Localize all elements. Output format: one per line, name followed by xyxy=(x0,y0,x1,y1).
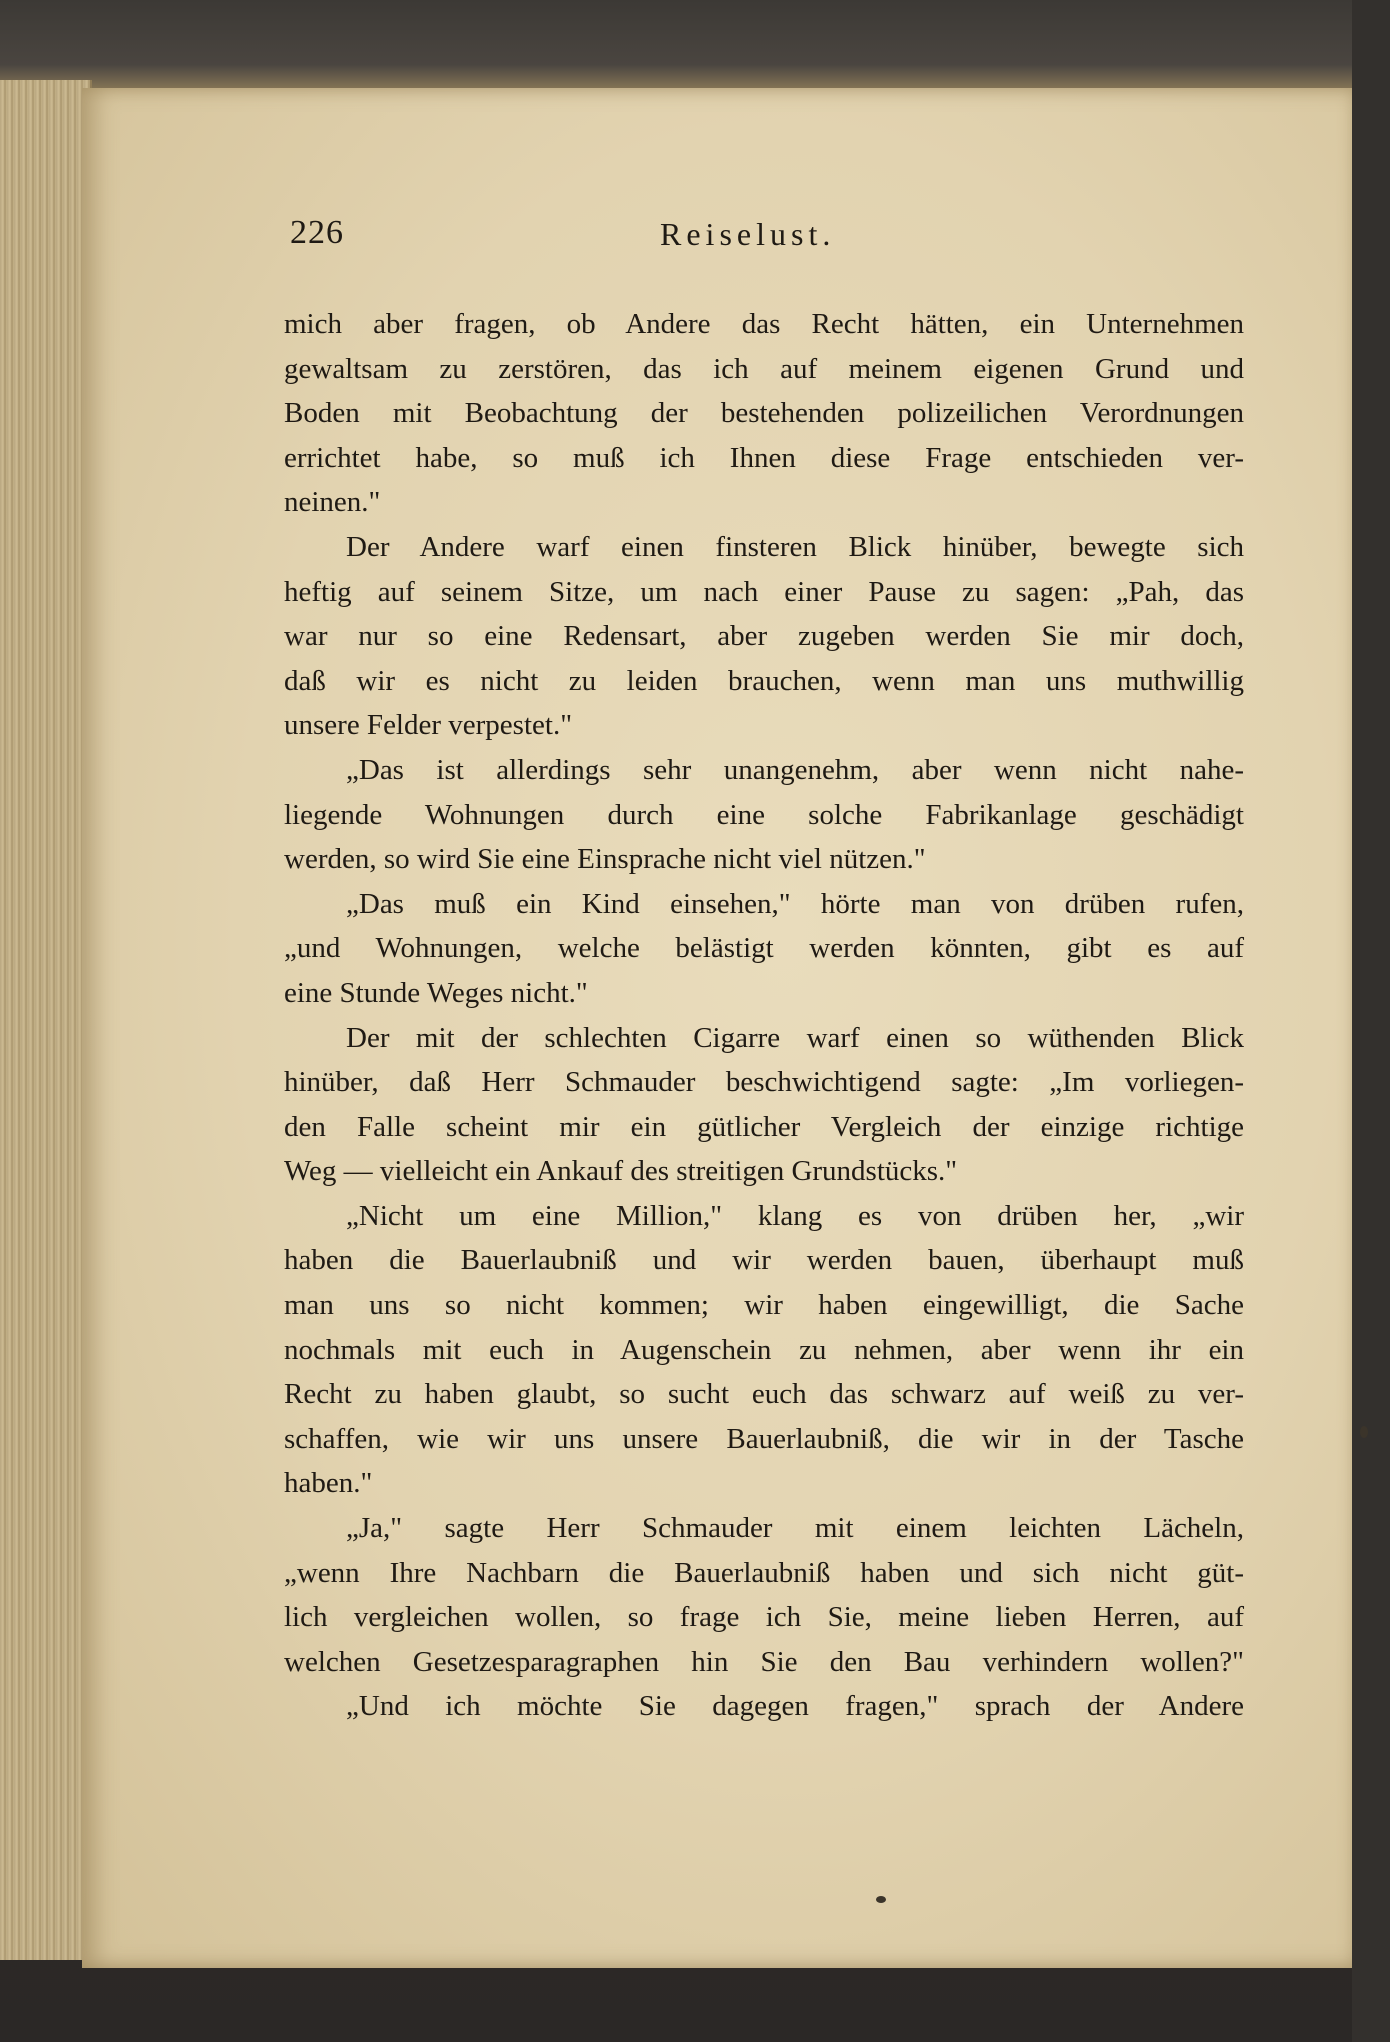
text-line: „Und ich möchte Sie dagegen fragen," sprach der Andere xyxy=(346,1690,1244,1723)
text-line: werden, so wird Sie eine Einsprache nicht viel nützen." xyxy=(284,843,926,876)
ink-speck xyxy=(1360,1426,1368,1438)
text-line: errichtet habe, so muß ich Ihnen diese Frage entschieden ver- xyxy=(284,441,1244,474)
text-line: mich aber fragen, ob Andere das Recht hätten, ein Unternehmen xyxy=(284,308,1244,340)
text-line: „Ja," sagte Herr Schmauder mit einem leichten Lächeln, xyxy=(346,1512,1244,1545)
text-line: hinüber, daß Herr Schmauder beschwichtigend sagte: „Im vorliegen- xyxy=(284,1066,1244,1099)
text-line: haben die Bauerlaubniß und wir werden bauen, überhaupt muß xyxy=(284,1244,1244,1277)
text-line: schaffen, wie wir uns unsere Bauerlaubniß, die wir in der Tasche xyxy=(284,1422,1244,1455)
page-number: 226 xyxy=(290,214,344,251)
book-cover-right xyxy=(1352,0,1390,2042)
page-stack-edge xyxy=(0,80,92,1960)
text-line: Boden mit Beobachtung der bestehenden polizeilichen Verordnungen xyxy=(284,397,1244,430)
text-line: unsere Felder verpestet." xyxy=(284,709,573,742)
text-line: man uns so nicht kommen; wir haben eingewilligt, die Sache xyxy=(284,1289,1244,1322)
text-line: „Das muß ein Kind einsehen," hörte man von drüben rufen, xyxy=(346,887,1244,920)
text-line: daß wir es nicht zu leiden brauchen, wenn man uns muthwillig xyxy=(284,664,1244,697)
page-header xyxy=(200,212,1250,272)
text-line: nochmals mit euch in Augenschein zu nehmen, aber wenn ihr ein xyxy=(284,1333,1244,1366)
body-text xyxy=(284,302,1244,1729)
text-line: welchen Gesetzesparagraphen hin Sie den Bau verhindern wollen?" xyxy=(284,1645,1244,1678)
text-line: Weg — vielleicht ein Ankauf des streitigen Grundstücks." xyxy=(284,1155,958,1188)
text-line: liegende Wohnungen durch eine solche Fabrikanlage geschädigt xyxy=(284,798,1244,831)
book-cover-top xyxy=(0,0,1390,92)
text-line: gewaltsam zu zerstören, das ich auf meinem eigenen Grund und xyxy=(284,352,1244,385)
text-line: war nur so eine Redensart, aber zugeben werden Sie mir doch, xyxy=(284,620,1244,653)
text-line: neinen." xyxy=(284,486,381,519)
text-line: lich vergleichen wollen, so frage ich Sie, meine lieben Herren, auf xyxy=(284,1601,1244,1634)
text-line: heftig auf seinem Sitze, um nach einer Pause zu sagen: „Pah, das xyxy=(284,575,1244,608)
text-line: „Nicht um eine Million," klang es von drüben her, „wir xyxy=(346,1199,1244,1232)
page-content xyxy=(200,212,1250,1723)
text-line: Der mit der schlechten Cigarre warf einen so wüthenden Blick xyxy=(346,1021,1244,1054)
running-head: Reiselust. xyxy=(660,216,836,252)
text-line: „Das ist allerdings sehr unangenehm, aber wenn nicht nahe- xyxy=(346,753,1244,786)
text-line: den Falle scheint mir ein gütlicher Vergleich der einzige richtige xyxy=(284,1110,1244,1143)
text-line: eine Stunde Weges nicht." xyxy=(284,976,588,1009)
text-line: „wenn Ihre Nachbarn die Bauerlaubniß haben und sich nicht güt- xyxy=(284,1556,1244,1589)
text-line: Recht zu haben glaubt, so sucht euch das schwarz auf weiß zu ver- xyxy=(284,1378,1244,1411)
text-line: „und Wohnungen, welche belästigt werden könnten, gibt es auf xyxy=(284,932,1244,965)
text-line: Der Andere warf einen finsteren Blick hinüber, bewegte sich xyxy=(346,530,1244,563)
ink-speck xyxy=(876,1896,886,1903)
text-line: haben." xyxy=(284,1467,373,1500)
